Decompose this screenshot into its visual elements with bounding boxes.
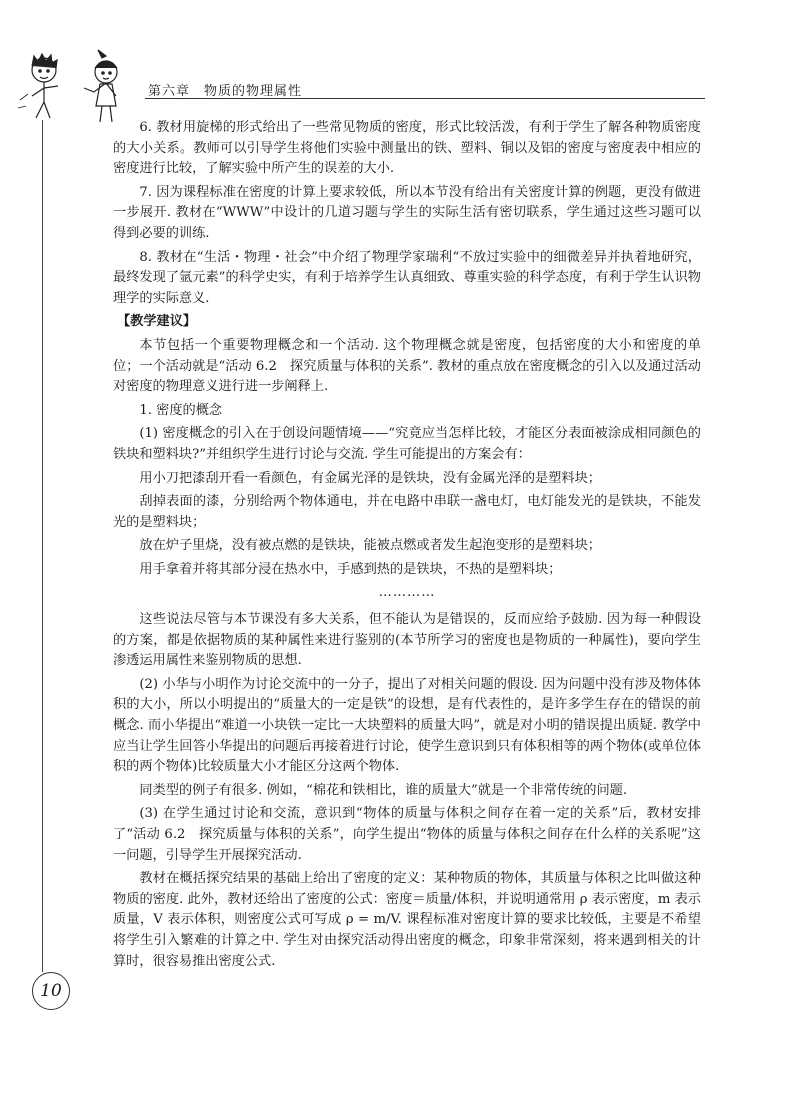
ellipsis: ………… <box>378 585 436 601</box>
option-1: 用小刀把漆刮开看一看颜色，有金属光泽的是铁块，没有金属光泽的是塑料块； <box>139 470 601 486</box>
chapter-header: 第六章 物质的物理属性 <box>148 84 303 99</box>
girl-figure <box>84 50 117 122</box>
final-paragraph: 教材在概括探究结果的基础上给出了密度的定义：某种物质的物体，其质量与体积之比叫做这种物质的密度. 此外，教材还给出了密度的公式：密度＝质量/体积，并说明通常用 ρ 表示密度，m 表示质量，V 表示体积，则密度公式可写成 ρ = m/V. 课程标准对密度计算的要求比较低，主要是不希望将学生引入繁难的计算之中. 学生对由探究活动得出密度的概念，印象非常深刻，将来遇到相关的计算时，很容易推出密度公式. <box>113 871 701 969</box>
item-3: (3) 在学生通过讨论和交流，意识到“物体的质量与体积之间存在着一定的关系”后，教材安排了“活动 6.2 探究质量与体积的关系”，向学生提出“物体的质量与体积之间存在什么样的关系呢”这一问题，引导学生开展探究活动. <box>113 806 701 863</box>
option-2: 刮掉表面的漆，分别给两个物体通电，并在电路中串联一盏电灯，电灯能发光的是铁块，不能发光的是塑料块； <box>113 494 701 530</box>
paragraph-7: 7. 因为课程标准在密度的计算上要求较低，所以本节没有给出有关密度计算的例题，更没有做进一步展开. 教材在“WWW”中设计的几道习题与学生的实际生活有密切联系，学生通过这些习题可以得到必要的训练. <box>113 184 701 241</box>
item-2: (2) 小华与小明作为讨论交流中的一分子，提出了对相关问题的假设. 因为问题中没有涉及物体体积的大小，所以小明提出的“质量大的一定是铁”的设想，是有代表性的，是许多学生存在的错误的前概念. 而小华提出“难道一小块铁一定比一大块塑料的质量大吗”，就是对小明的错误提出质疑. 教学中应当让学生回答小华提出的问题后再接着进行讨论，使学生意识到只有体积相等的两个物体(或单位体积的两个物体)比较质量大小才能区分这两个物体. <box>113 676 701 775</box>
option-4: 用手拿着并将其部分浸在热水中，手感到热的是铁块，不热的是塑料块； <box>139 561 562 577</box>
intro-paragraph: 本节包括一个重要物理概念和一个活动. 这个物理概念就是密度，包括密度的大小和密度的单位；一个活动就是“活动 6.2 探究质量与体积的关系”. 教材的重点放在密度概念的引入以及通过活动对密度的物理意义进行进一步阐释上. <box>113 337 701 395</box>
children-illustration <box>14 48 146 126</box>
option-3: 放在炉子里烧，没有被点燃的是铁块，能被点燃或者发生起泡变形的是塑料块； <box>139 538 601 554</box>
margin-rule <box>42 120 43 972</box>
page-body <box>113 118 701 975</box>
item-1: (1) 密度概念的引入在于创设问题情境——“究竟应当怎样比较，才能区分表面被涂成相同颜色的铁块和塑料块?”并组织学生进行讨论与交流. 学生可能提出的方案会有： <box>113 426 701 462</box>
paragraph-8: 8. 教材在“生活・物理・社会”中介绍了物理学家瑞利“不放过实验中的细微差异并执着地研究，最终发现了氩元素”的科学史实，有利于培养学生认真细致、尊重实验的科学态度，有利于学生认识物理学的实际意义. <box>113 249 701 306</box>
boy-figure <box>18 54 58 118</box>
subheading: 1. 密度的概念 <box>139 402 223 418</box>
page-number: 10 <box>32 972 70 1010</box>
item-2-example: 同类型的例子有很多. 例如，“棉花和铁相比，谁的质量大”就是一个非常传统的问题. <box>139 782 628 798</box>
section-title: 【教学建议】 <box>116 314 197 330</box>
header-rule <box>145 98 705 99</box>
paragraph-6: 6. 教材用旋梯的形式给出了一些常见物质的密度，形式比较活泼，有利于学生了解各种物质密度的大小关系。教师可以引导学生将他们实验中测量出的铁、塑料、铜以及铝的密度与密度表中相应的密度进行比较，了解实验中所产生的误差的大小. <box>113 120 701 177</box>
after-options-paragraph: 这些说法尽管与本节课没有多大关系，但不能认为是错误的，反而应给予鼓励. 因为每一种假设的方案，都是依据物质的某种属性来进行鉴别的(本节所学习的密度也是物质的一种属性)，要向学生渗透运用属性来鉴别物质的思想. <box>113 612 701 669</box>
